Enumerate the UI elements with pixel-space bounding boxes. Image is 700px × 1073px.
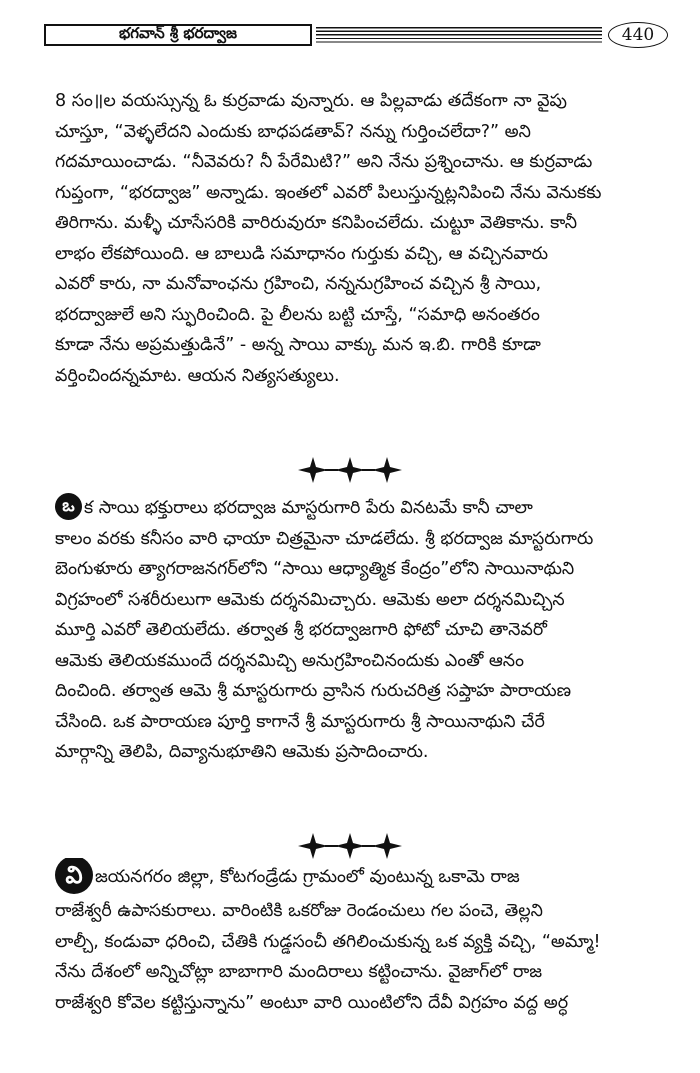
text-line: రాజేశ్వరి కోవెల కట్టిస్తున్నాను” అంటూ వారి యింటిలోని దేవీ విగ్రహం వద్ద అర్ధ xyxy=(55,992,569,1013)
page-number: 440 xyxy=(608,22,668,48)
running-title: భగవాన్ శ్రీ భరద్వాజ xyxy=(44,24,312,46)
text-line-content: క సాయి భక్తురాలు భరద్వాజ మాస్టరుగారి పేరు వినటమే కానీ చాలా xyxy=(84,498,533,518)
text-line: భరద్వాజులే అని స్ఫురించింది. పై లీలను బట్టి చూస్తే, “సమాధి అనంతరం xyxy=(55,304,540,325)
dropcap: వి xyxy=(55,858,93,894)
text-line: లాల్చీ, కండువా ధరించి, చేతికి గుడ్డసంచీ తగిలించుకున్న ఒక వ్యక్తి వచ్చి, “అమ్మా! xyxy=(55,931,601,952)
text-line: చేసింది. ఒక పారాయణ పూర్తి కాగానే శ్రీ మాస్టరుగారు శ్రీ సాయినాథుని చేరే xyxy=(55,711,545,732)
section-divider-ornament xyxy=(0,831,700,861)
text-line: కూడా నేను అప్రమత్తుడినే” - అన్న సాయి వాక్కు మన ఇ.బి. గారికి కూడా xyxy=(55,335,541,355)
four-point-stars-icon xyxy=(295,831,405,861)
paragraph-2 xyxy=(55,493,670,768)
paragraph-3 xyxy=(55,858,670,1018)
text-line: 8 సం॥ల వయస్సున్న ఓ కుర్రవాడు వున్నారు. ఆ పిల్లవాడు తదేకంగా నా వైపు xyxy=(55,91,568,111)
text-line: కాలం వరకు కనీసం వారి ఛాయా చిత్రమైనా చూడలేదు. శ్రీ భరద్వాజ మాస్టరుగారు xyxy=(55,528,594,549)
text-line xyxy=(55,858,670,896)
text-line: ఆమెకు తెలియకముందే దర్శనమిచ్చి అనుగ్రహించినందుకు ఎంతో ఆనం xyxy=(55,650,524,671)
text-line: లాభం లేకపోయింది. ఆ బాలుడి సమాధానం గుర్తుకు వచ్చి, ఆ వచ్చినవారు xyxy=(55,243,549,264)
text-line: బెంగుళూరు త్యాగరాజనగర్‌లోని “సాయి ఆధ్యాత్మిక కేంద్రం”లోని సాయినాథుని xyxy=(55,559,575,579)
text-line: నేను దేశంలో అన్నిచోట్లా బాబాగారి మందిరాలు కట్టించాను. వైజాగ్‌లో రాజ xyxy=(55,962,543,982)
text-line xyxy=(55,493,670,524)
text-line-content: జయనగరం జిల్లా, కోటగండ్రేడు గ్రామంలో వుంటున్న ఒకామె రాజ xyxy=(95,867,520,887)
text-line: గుప్తంగా, “భరద్వాజ” అన్నాడు. ఇంతలో ఎవరో పిలుస్తున్నట్లనిపించి నేను వెనుకకు xyxy=(55,182,602,203)
text-line: ఎవరో కారు, నా మనోవాంఛను గ్రహించి, నన్ననుగ్రహించ వచ్చిన శ్రీ సాయి, xyxy=(55,274,542,294)
text-line: మూర్తి ఎవరో తెలియలేదు. తర్వాత శ్రీ భరద్వాజగారి ఫోటో చూచి తానెవరో xyxy=(55,620,547,640)
four-point-stars-icon xyxy=(295,455,405,485)
paragraph-1 xyxy=(55,86,670,391)
page-header xyxy=(44,22,674,52)
text-line: గదమాయించాడు. “నీవెవరు? నీ పేరేమిటి?” అని నేను ప్రశ్నించాను. ఆ కుర్రవాడు xyxy=(55,152,593,172)
text-line: దించింది. తర్వాత ఆమె శ్రీ మాస్టరుగారు వ్రాసిన గురుచరిత్ర సప్తాహ పారాయణ xyxy=(55,681,572,701)
header-rule-lines xyxy=(316,27,602,45)
text-line: రాజేశ్వరీ ఉపాసకురాలు. వారింటికి ఒకరోజు రెండంచులు గల పంచె, తెల్లని xyxy=(55,901,543,921)
text-line: తిరిగాను. మళ్ళీ చూసేసరికి వారిరువురూ కనిపించలేదు. చుట్టూ వెతికాను. కానీ xyxy=(55,213,578,233)
section-divider-ornament xyxy=(0,455,700,485)
text-line: మార్గాన్ని తెలిపి, దివ్యానుభూతిని ఆమెకు ప్రసాదించారు. xyxy=(55,742,429,762)
dropcap: ఒ xyxy=(55,493,82,520)
text-line: విగ్రహంలో సశరీరులుగా ఆమెకు దర్శనమిచ్చారు. ఆమెకు అలా దర్శనమిచ్చిన xyxy=(55,589,565,610)
text-line: చూస్తూ, “వెళ్ళలేదని ఎందుకు బాధపడతావ్? నన్ను గుర్తించలేదా?” అని xyxy=(55,121,531,142)
text-line: వర్తించిందన్నమాట. ఆయన నిత్యసత్యులు. xyxy=(55,365,340,386)
